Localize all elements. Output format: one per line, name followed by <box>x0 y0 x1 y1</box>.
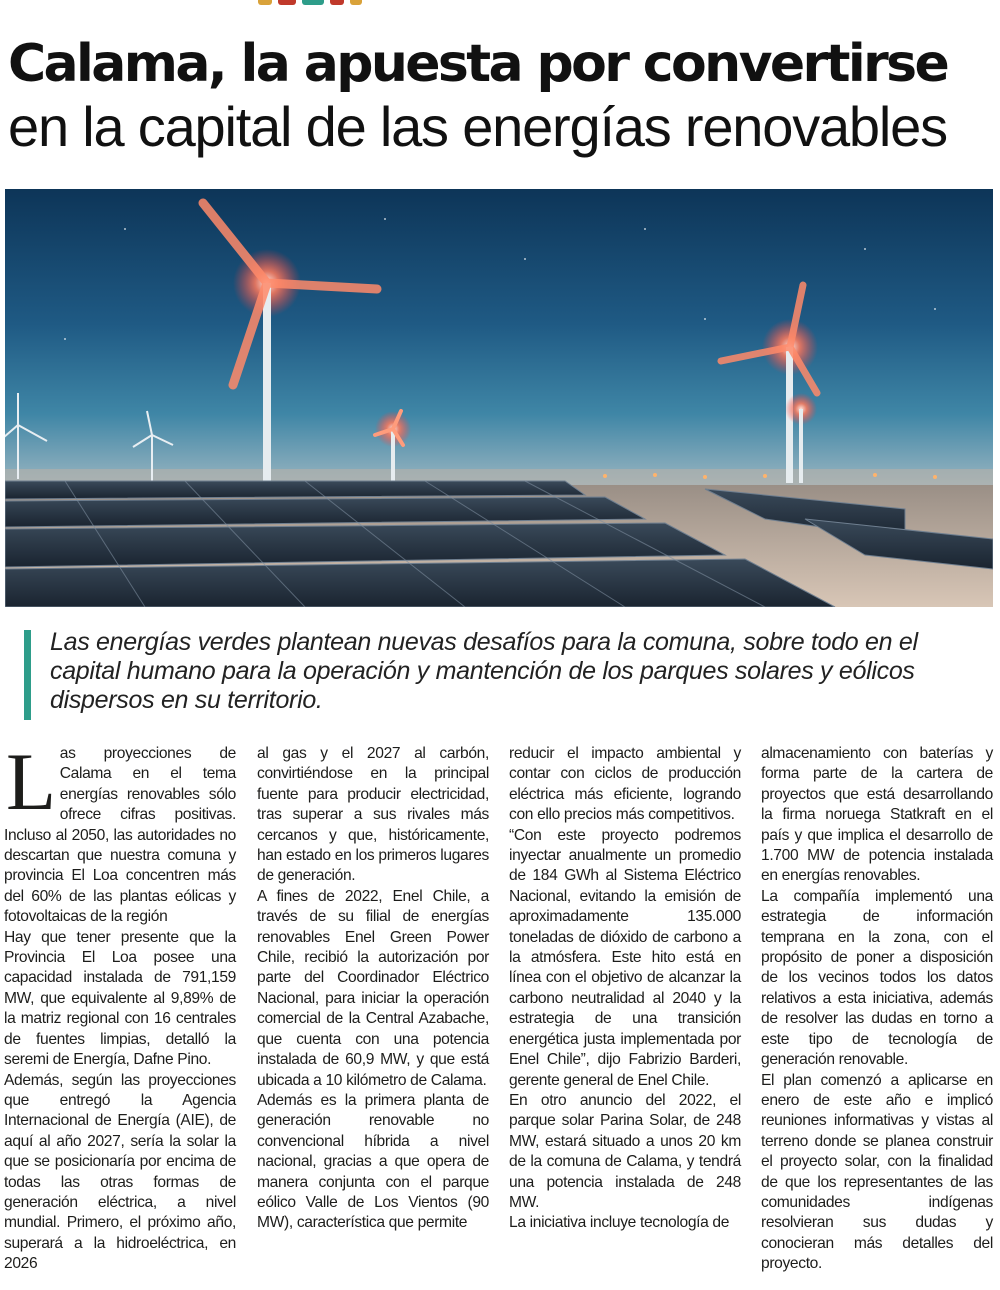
headline <box>8 34 998 160</box>
lead-summary <box>24 628 984 722</box>
body-column-2 <box>257 744 489 1234</box>
headline-bold: Calama, la apuesta por convertirse <box>8 34 948 94</box>
body-paragraph: Además, según las proyecciones que entregó la Agencia Internacional de Energía (AIE), de aquí al año 2027, sería la solar la que se posicionaría por encima de todas las otras formas de generación eléctrica, a nivel mundial. Primero, el próximo año, superará a la hidroeléctrica, en 2026 <box>4 1071 236 1273</box>
body-paragraph: reducir el impacto ambiental y contar con ciclos de producción eléctrica más eficiente, logrando con ello precios más competitivos. <box>509 745 741 824</box>
body-paragraph: La compañía implementó una estrategia de información temprana en la zona, con el propósito de poner a disposición de los vecinos todos los datos relativos a esta iniciativa, además de resolver las dudas en torno a este tipo de tecnología de generación renovable. <box>761 887 993 1069</box>
section-logo-fragment <box>258 0 368 6</box>
body-paragraph: El plan comenzó a aplicarse en enero de este año e implicó reuniones informativas y vistas al terreno donde se planea construir el proyecto solar, con la finalidad de que los representantes de las comunidades indígenas resolvieran sus dudas y conocieran más detalles del proyecto. <box>761 1071 993 1273</box>
body-paragraph: Además es la primera planta de generación renovable no convencional híbrida a nivel nacional, gracias a que opera de manera conjunta con el parque eólico Valle de Los Vientos (90 MW), característica que permite <box>257 1091 489 1232</box>
body-column-1 <box>4 736 236 1275</box>
hero-photo-wind-solar-farm <box>5 189 993 607</box>
body-paragraph: almacenamiento con baterías y forma parte de la cartera de proyectos que está desarrollando la firma noruega Statkraft en el país y que implica el desarrollo de 1.700 MW de potencia instalada en energías renovables. <box>761 745 993 885</box>
body-paragraph: al gas y el 2027 al carbón, convirtiéndose en la principal fuente para producir electricidad, tras superar a sus rivales más cercanos y que, históricamente, han estado en los primeros lugares de generación. <box>257 745 489 885</box>
body-paragraph: En otro anuncio del 2022, el parque solar Parina Solar, de 248 MW, estará situado a unos 20 km de la comuna de Calama, y tendrá una potencia instalada de 248 MW. <box>509 1091 741 1211</box>
body-paragraph: Hay que tener presente que la Provincia El Loa posee una capacidad instalada de 791,159 MW, que equivalente al 9,89% de la matriz regional con 16 centrales de fuentes limpias, detalló la seremi de Energía, Dafne Pino. <box>4 928 236 1069</box>
lead-accent-bar <box>24 630 31 720</box>
lead-text: Las energías verdes plantean nuevas desafíos para la comuna, sobre todo en el capital humano para la operación y mantención de los parques solares y eólicos dispersos en su territorio. <box>50 628 918 714</box>
body-column-3 <box>509 744 741 1234</box>
dropcap: L <box>6 736 56 827</box>
body-paragraph: “Con este proyecto podremos inyectar anualmente un promedio de 184 GWh al Sistema Eléctrico Nacional, evitando la emisión de aproximadamente 135.000 toneladas de dióxido de carbono a la atmósfera. Este hito está en línea con el objetivo de alcanzar la carbono neutralidad al 2040 y la estrategia de una transición energética justa implementada por Enel Chile”, dijo Fabrizio Barderi, gerente general de Enel Chile. <box>509 826 741 1089</box>
photo-illustration <box>5 189 993 607</box>
body-paragraph: A fines de 2022, Enel Chile, a través de su filial de energías renovables Enel Green Power Chile, recibió la autorización por parte del Coordinador Eléctrico Nacional, para iniciar la operación comercial de la Central Azabache, que cuenta con una potencia instalada de 60,9 MW, y que está ubicada a 10 kilómetro de Calama. <box>257 887 489 1089</box>
body-column-4 <box>761 744 993 1275</box>
body-paragraph: La iniciativa incluye tecnología de <box>509 1214 730 1232</box>
body-paragraph <box>4 736 236 928</box>
body-first-text: as proyecciones de Calama en el tema energías renovables sólo ofrece cifras positivas. Incluso al 2050, las autoridades no descartan que nuestra comuna y provincia El Loa concentren más del 60% de las plantas eólicas y fotovoltaicas de la región <box>4 745 236 926</box>
headline-light: en la capital de las energías renovables <box>8 95 947 158</box>
